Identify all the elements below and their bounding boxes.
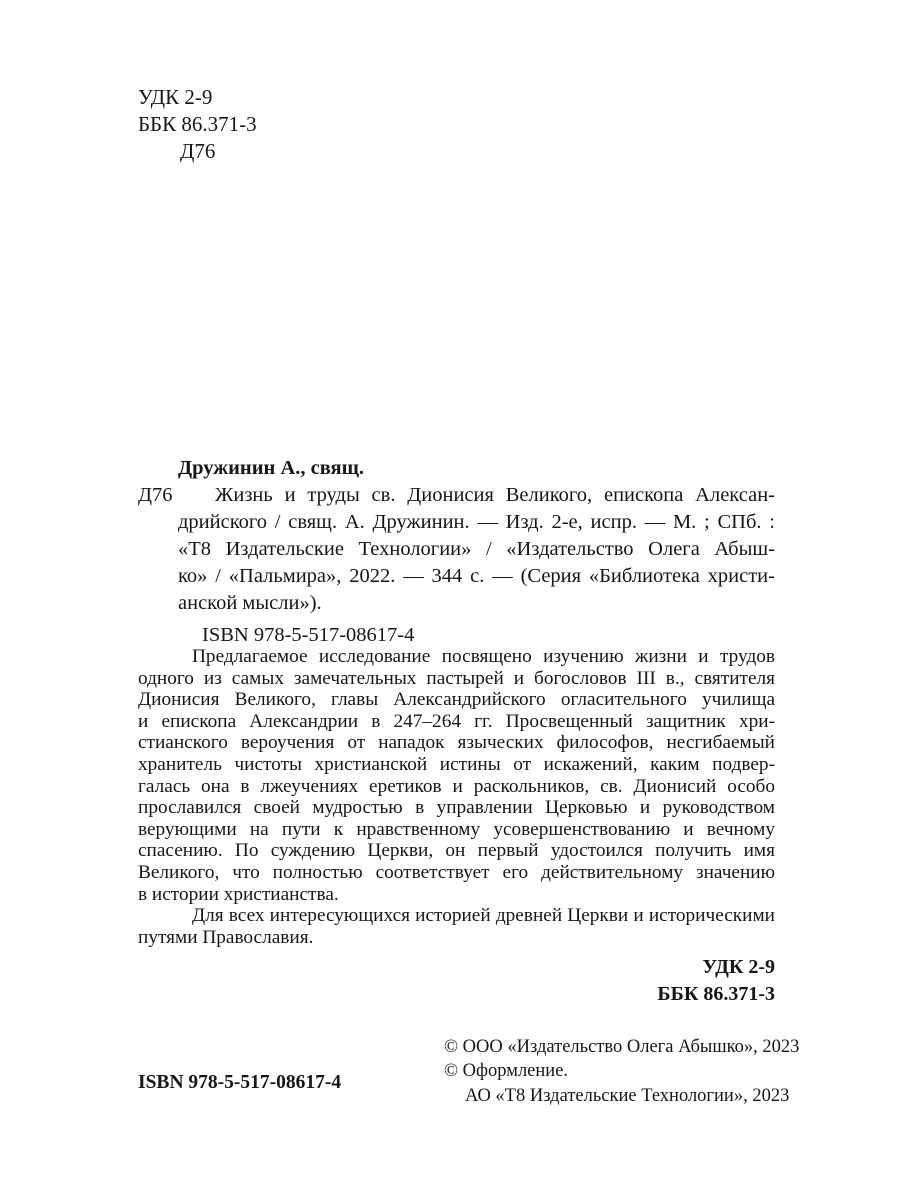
udk-code-bottom: УДК 2-9	[702, 956, 775, 978]
annotation-block	[138, 646, 775, 948]
cataloging-in-publication-block	[138, 455, 775, 649]
text-line: © Оформление.	[444, 1061, 569, 1082]
isbn-footer: ISBN 978-5-517-08617-4	[138, 1072, 342, 1093]
text-line: и епископа Александрии в 247–264 гг. Просвещенный защитник хри-	[138, 710, 775, 732]
bottom-classification-block	[657, 954, 775, 1008]
text-line: одного из самых замечательных пастырей и богословов III в., святителя	[138, 667, 775, 689]
text-line: Жизнь и труды св. Дионисия Великого, епископа Алексан-	[215, 484, 775, 506]
text-line: «Т8 Издательские Технологии» / «Издательство Олега Абыш-	[178, 538, 775, 560]
text-line: в истории христианства.	[138, 883, 339, 905]
bbk-code: ББК 86.371-3	[138, 112, 257, 136]
copyright-block	[444, 1035, 799, 1108]
text-line: прославился своей мудростью в управлении Церковью и руководством	[138, 797, 775, 819]
author-heading: Дружинин А., свящ.	[178, 457, 365, 479]
text-line: ко» / «Пальмира», 2022. — 344 с. — (Серия «Библиотека христи-	[178, 565, 775, 587]
text-line: дрийского / свящ. А. Дружинин. — Изд. 2-е, испр. — М. ; СПб. :	[178, 511, 775, 533]
bibliographic-description	[178, 482, 775, 617]
text-line: АО «Т8 Издательские Технологии», 2023	[465, 1085, 790, 1106]
bbk-code-bottom: ББК 86.371-3	[657, 983, 775, 1005]
annotation-paragraph-1	[138, 646, 775, 905]
udk-code: УДК 2-9	[138, 85, 213, 109]
text-line: стианского вероучения от нападок языческих философов, несгибаемый	[138, 732, 775, 754]
annotation-paragraph-2	[138, 905, 775, 948]
bibliographic-entry	[138, 482, 775, 617]
text-line: © ООО «Издательство Олега Абышко», 2023	[444, 1037, 800, 1057]
text-line: хранитель чистоты христианской истины от искажений, каким подвер-	[138, 753, 775, 775]
text-line: Великого, что полностью соответствует его действительному значению	[138, 861, 775, 883]
text-line: верующими на пути к нравственному усовершенствованию и вечному	[138, 818, 775, 840]
text-line: галась она в лжеучениях еретиков и раскольников, св. Дионисий особо	[138, 775, 775, 797]
author-sign-code: Д76	[180, 139, 216, 163]
catalog-code: Д76	[138, 484, 173, 506]
text-line: путями Православия.	[138, 926, 314, 948]
top-classification-block	[138, 84, 257, 165]
text-line: Дионисия Великого, главы Александрийского огласительного училища	[138, 689, 775, 711]
text-line: спасению. По суждению Церкви, он первый удостоился получить имя	[138, 840, 775, 862]
text-line: Для всех интересующихся историей древней Церкви и историческими	[192, 905, 775, 927]
text-line: анской мысли»).	[178, 592, 322, 614]
text-line: Предлагаемое исследование посвящено изучению жизни и трудов	[192, 646, 775, 667]
isbn-number: ISBN 978-5-517-08617-4	[202, 624, 415, 646]
